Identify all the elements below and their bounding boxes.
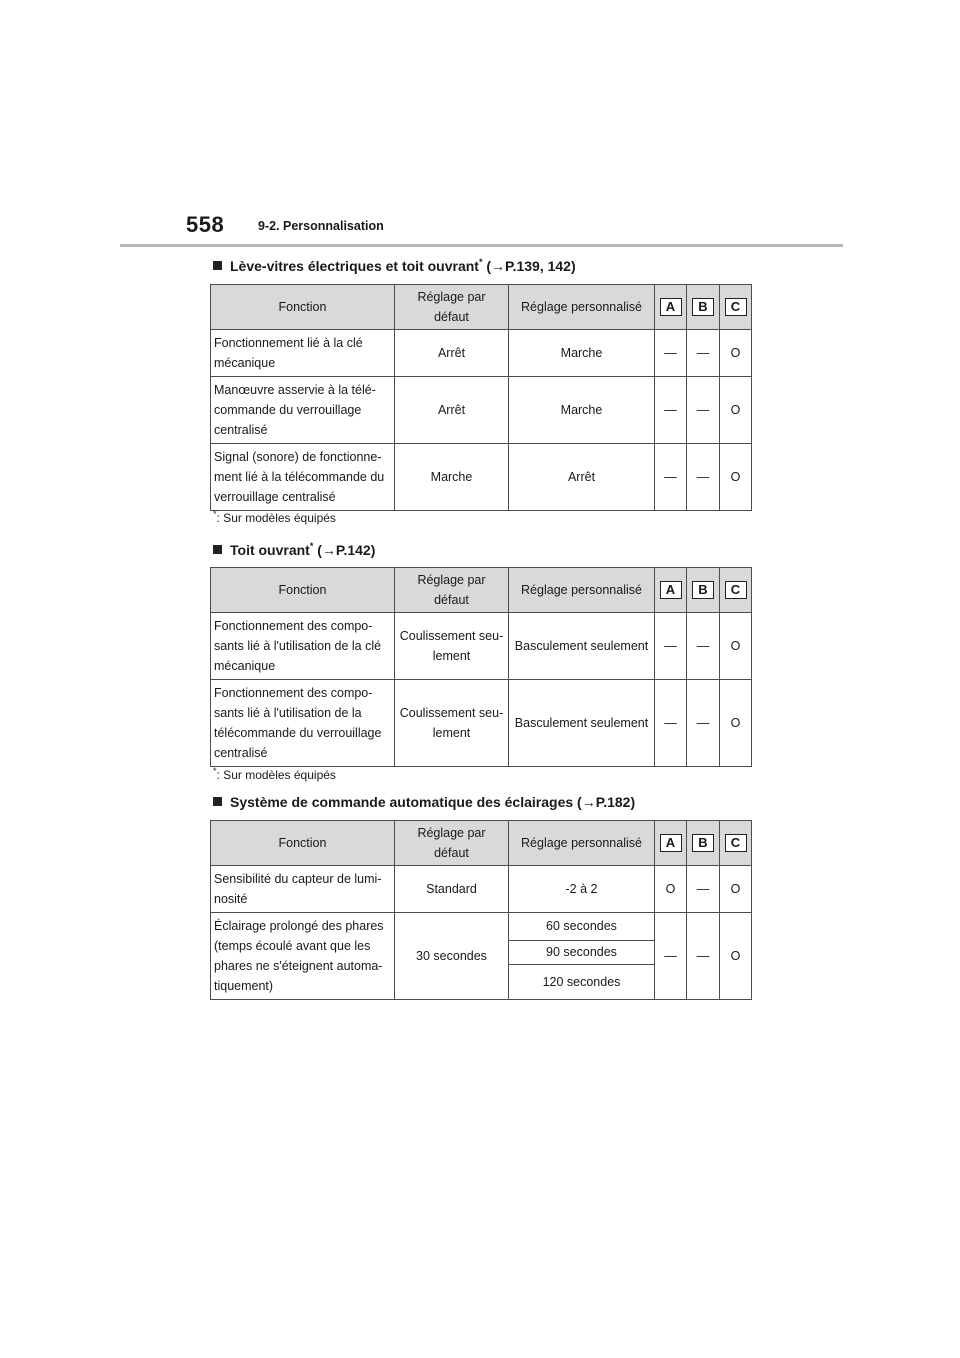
cell-custom: Basculement seulement [509,613,655,680]
cell-default: Coulissement seu-lement [395,613,509,680]
footnote-mark: * [213,766,217,776]
cell-a: — [655,444,687,511]
cell-fonction: Fonctionnement des compo-sants lié à l'utilisation de la télécommande du verrouillage centralisé [211,680,395,767]
header-default: Réglage par défaut [395,285,509,330]
table-header-row [211,821,752,866]
cell-custom: -2 à 2 [509,866,655,913]
cell-b: — [687,913,720,1000]
cell-b: — [687,377,720,444]
cell-default: 30 secondes [395,913,509,1000]
header-custom: Réglage personnalisé [509,285,655,330]
table-sunroof [210,567,752,767]
heading-auto-lights [213,794,635,810]
header-col-a: A [655,821,687,866]
footnote-text: : Sur modèles équipés [216,768,336,782]
cell-a: — [655,330,687,377]
table-row [211,330,752,377]
header-default: Réglage par défaut [395,568,509,613]
heading-text: Lève-vitres électriques et toit ouvrant [230,258,479,274]
footnote-text: : Sur modèles équipés [216,511,336,525]
header-col-c: C [720,285,752,330]
cell-b: — [687,444,720,511]
cell-c: O [720,680,752,767]
table-row [211,444,752,511]
cell-custom-option: 60 secondes [509,913,655,941]
cell-default: Standard [395,866,509,913]
cell-c: O [720,913,752,1000]
header-col-a: A [655,568,687,613]
header-fonction: Fonction [211,285,395,330]
asterisk-mark: * [478,257,483,267]
heading-power-windows [213,258,576,274]
header-fonction: Fonction [211,821,395,866]
cell-a: — [655,377,687,444]
header-col-c: C [720,821,752,866]
table-row [211,613,752,680]
cell-custom: Marche [509,330,655,377]
table-auto-lights [210,820,752,1000]
section-title: 9-2. Personnalisation [258,219,384,233]
table-header-row [211,568,752,613]
cell-fonction: Sensibilité du capteur de lumi-nosité [211,866,395,913]
cell-custom: Marche [509,377,655,444]
cell-c: O [720,444,752,511]
square-bullet-icon [213,261,222,270]
header-custom: Réglage personnalisé [509,821,655,866]
header-col-b: B [687,568,720,613]
cell-b: — [687,330,720,377]
page-reference: (→P.139, 142) [482,258,576,274]
footnote [213,511,336,525]
table-power-windows [210,284,752,511]
cell-default: Marche [395,444,509,511]
cell-a: — [655,613,687,680]
cell-b: — [687,866,720,913]
header-col-c: C [720,568,752,613]
heading-text: Toit ouvrant [230,542,310,558]
square-bullet-icon [213,797,222,806]
cell-c: O [720,377,752,444]
cell-custom-option: 90 secondes [509,940,655,965]
heading-text: Système de commande automatique des éclairages (→P.182) [230,794,636,810]
page-number: 558 [186,212,225,237]
table-header-row [211,285,752,330]
asterisk-mark: * [309,541,314,551]
page-reference: (→P.142) [313,542,376,558]
footnote-mark: * [213,509,217,519]
cell-a: — [655,680,687,767]
table-row [211,913,752,941]
header-fonction: Fonction [211,568,395,613]
cell-fonction: Fonctionnement lié à la clé mécanique [211,330,395,377]
cell-fonction: Fonctionnement des compo-sants lié à l'utilisation de la clé mécanique [211,613,395,680]
cell-b: — [687,613,720,680]
cell-default: Arrêt [395,377,509,444]
heading-sunroof [213,542,375,558]
header-custom: Réglage personnalisé [509,568,655,613]
cell-c: O [720,613,752,680]
header-col-a: A [655,285,687,330]
cell-fonction: Éclairage prolongé des phares (temps écoulé avant que les phares ne s'éteignent automa-tiquement) [211,913,395,1000]
cell-fonction: Manœuvre asservie à la télé-commande du verrouillage centralisé [211,377,395,444]
cell-custom: Basculement seulement [509,680,655,767]
table-row [211,680,752,767]
footnote [213,768,336,782]
cell-custom: Arrêt [509,444,655,511]
cell-default: Arrêt [395,330,509,377]
square-bullet-icon [213,545,222,554]
cell-c: O [720,330,752,377]
cell-c: O [720,866,752,913]
cell-b: — [687,680,720,767]
table-row [211,377,752,444]
cell-custom-option: 120 secondes [509,965,655,1000]
table-row [211,866,752,913]
header-col-b: B [687,285,720,330]
cell-a: — [655,913,687,1000]
header-rule [120,244,843,247]
cell-a: O [655,866,687,913]
cell-default: Coulissement seu-lement [395,680,509,767]
header-col-b: B [687,821,720,866]
header-default: Réglage par défaut [395,821,509,866]
cell-fonction: Signal (sonore) de fonctionne-ment lié à la télécommande du verrouillage centralisé [211,444,395,511]
